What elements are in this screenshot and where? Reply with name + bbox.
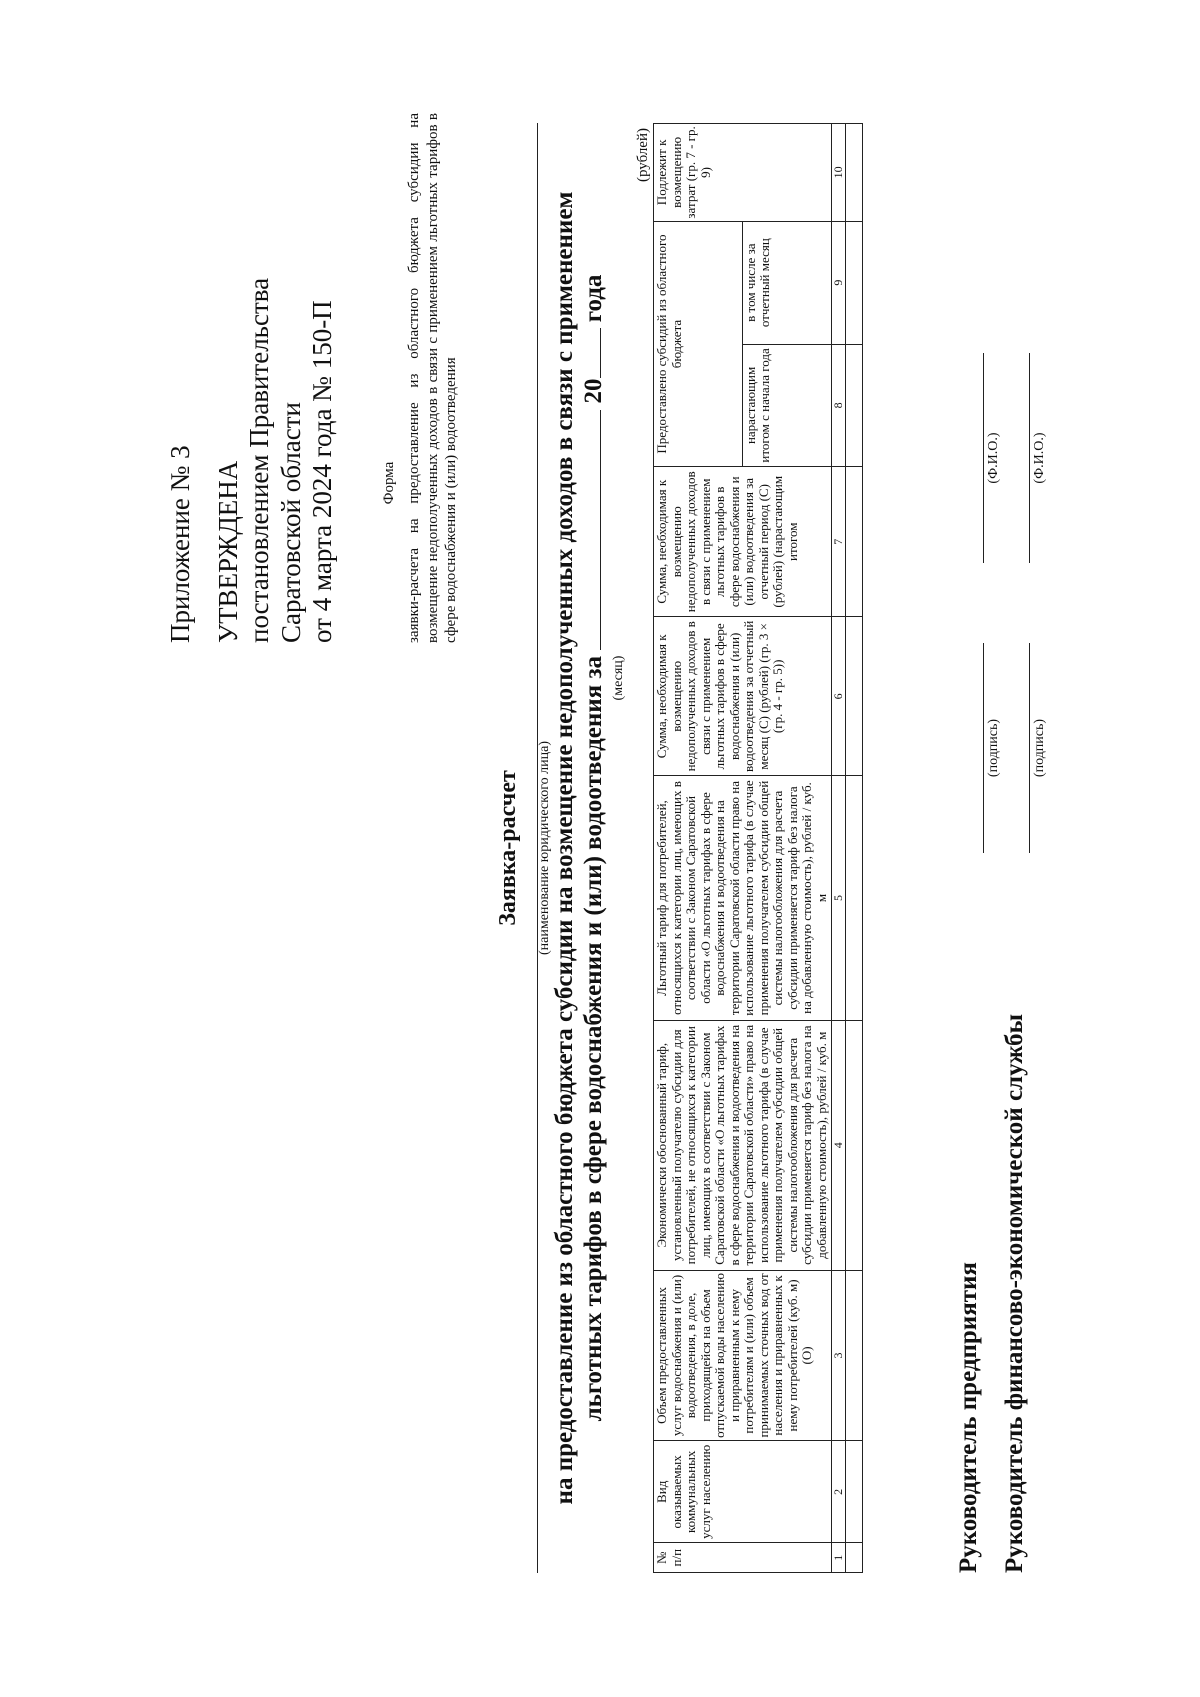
header-economic-tariff: Экономически обоснованный тариф, установленный получателю субсидии для потребителей, не относящихся к категории лиц, имеющих в соответствии с Законом Саратовской области «О льготных тарифах в сфере водоснабжения и водоотведения на территории Саратовской области» право на использование льготного тарифа (в случае применения получателем субсидии общей системы налогообложения для расчета субсидии применяется тариф без налога на добавленную стоимость), рублей / куб. м <box>654 1020 832 1270</box>
signature-row-finance <box>1001 123 1047 1573</box>
document-subtitle <box>551 108 609 1588</box>
table-row <box>846 124 863 1573</box>
approval-date-number: от 4 марта 2024 года № 150-П <box>307 300 338 643</box>
approved-region: Саратовской области <box>275 402 306 643</box>
table-header-row <box>654 124 743 1573</box>
subtitle-line-2 <box>580 108 609 1588</box>
table-cell[interactable] <box>846 776 863 1020</box>
signature-row-head <box>955 123 1001 1573</box>
form-label: Форма <box>381 461 397 505</box>
form-block <box>380 113 461 643</box>
name-line[interactable] <box>983 353 984 563</box>
column-number-row <box>831 124 845 1573</box>
signature-line[interactable] <box>1029 643 1030 853</box>
header-sum-period: Сумма, необходимая к возмещению недополученных доходов в связи с применением льготных тарифов в сфере водоснабжения и (или) водоотведения за отчетный период (С) (рублей) (нарастающим итогом <box>654 467 832 617</box>
signature-caption: (подпись) <box>986 718 1001 778</box>
header-number: № п/п <box>654 1543 832 1573</box>
signature-caption: (подпись) <box>1032 718 1047 778</box>
table-cell[interactable] <box>846 221 863 344</box>
approved-label: УТВЕРЖДЕНА <box>212 460 243 643</box>
year-suffix: года <box>579 274 607 323</box>
column-number: 3 <box>831 1270 845 1440</box>
header-to-reimburse: Подлежит к возмещению затрат (гр. 7 - гр. 9) <box>654 124 832 222</box>
name-caption: (Ф.И.О.) <box>1032 432 1047 484</box>
header-sum-month: Сумма, необходимая к возмещению недополученных доходов в связи с применением льготных тарифов в сфере водоснабжения и (или) водоотведения за отчетный месяц (С) (рублей) (гр. 3 × (гр. 4 - гр. 5)) <box>654 617 832 776</box>
table-cell[interactable] <box>846 467 863 617</box>
signature-line[interactable] <box>983 643 984 853</box>
column-number: 10 <box>831 124 845 222</box>
header-cumulative: нарастающим итогом с начала года <box>742 344 831 467</box>
signature-label: Руководитель предприятия <box>955 1262 982 1573</box>
name-line[interactable] <box>1029 353 1030 563</box>
header-service-type: Вид оказываемых коммунальных услуг населению <box>654 1441 832 1543</box>
year-input-line[interactable] <box>580 328 601 378</box>
column-number: 5 <box>831 776 845 1020</box>
organization-caption: (наименование юридического лица) <box>537 741 552 955</box>
header-preferential-tariff: Льготный тариф для потребителей, относящихся к категории лиц, имеющих в соответствии с Законом Саратовской области «О льготных тарифах в сфере водоснабжения и водоотведения на территории Саратовской области право на использование льготного тарифа (в случае применения получателем субсидии общей системы налогообложения для расчета субсидии применяется тариф без налога на добавленную стоимость), рублей / куб. м <box>654 776 832 1020</box>
header-subsidies-provided: Предоставлено субсидий из областного бюджета <box>654 221 743 466</box>
column-number: 9 <box>831 221 845 344</box>
signature-label: Руководитель финансово-экономической службы <box>1001 1013 1028 1573</box>
table-cell[interactable] <box>846 124 863 222</box>
column-number: 6 <box>831 617 845 776</box>
calculation-table <box>653 123 863 1573</box>
table-cell[interactable] <box>846 1020 863 1270</box>
column-number: 2 <box>831 1441 845 1543</box>
form-description: заявки-расчета на предоставление из областного бюджета субсидии на возмещение недополученных доходов в связи с применением льготных тарифов в сфере водоснабжения и (или) водоотведения <box>405 113 460 643</box>
units-label: (рублей) <box>635 128 651 183</box>
appendix-number: Приложение № 3 <box>165 445 195 643</box>
name-caption: (Ф.И.О.) <box>986 432 1001 484</box>
column-number: 4 <box>831 1020 845 1270</box>
table-cell[interactable] <box>846 1270 863 1440</box>
month-input-line[interactable] <box>580 410 601 650</box>
header-reporting-month: в том числе за отчетный месяц <box>742 221 831 344</box>
approved-by: постановлением Правительства <box>244 277 275 643</box>
table-cell[interactable] <box>846 344 863 467</box>
table-cell[interactable] <box>846 1543 863 1573</box>
header-volume: Объем предоставленных услуг водоснабжения и (или) водоотведения, в доле, приходящейся на объем отпускаемой воды населению и приравненным к нему потребителям и (или) объем принимаемых сточных вод от населения и приравненных к нему потребителей (куб. м) (О) <box>654 1270 832 1440</box>
document-sheet <box>165 108 1047 1588</box>
column-number: 8 <box>831 344 845 467</box>
approval-block <box>165 143 339 643</box>
month-caption: (месяц) <box>611 655 626 701</box>
subtitle-line-1: на предоставление из областного бюджета субсидии на возмещение недополученных доходов в связи с применением <box>551 191 578 1505</box>
subtitle-line-2-text: льготных тарифов в сфере водоснабжения и (или) водоотведения за <box>579 655 607 1422</box>
column-number: 7 <box>831 467 845 617</box>
table-cell[interactable] <box>846 617 863 776</box>
table-cell[interactable] <box>846 1441 863 1543</box>
document-title: Заявка-расчет <box>495 770 521 926</box>
calculation-table-wrapper <box>653 123 863 1573</box>
year-prefix: 20 <box>579 378 607 404</box>
column-number: 1 <box>831 1543 845 1573</box>
